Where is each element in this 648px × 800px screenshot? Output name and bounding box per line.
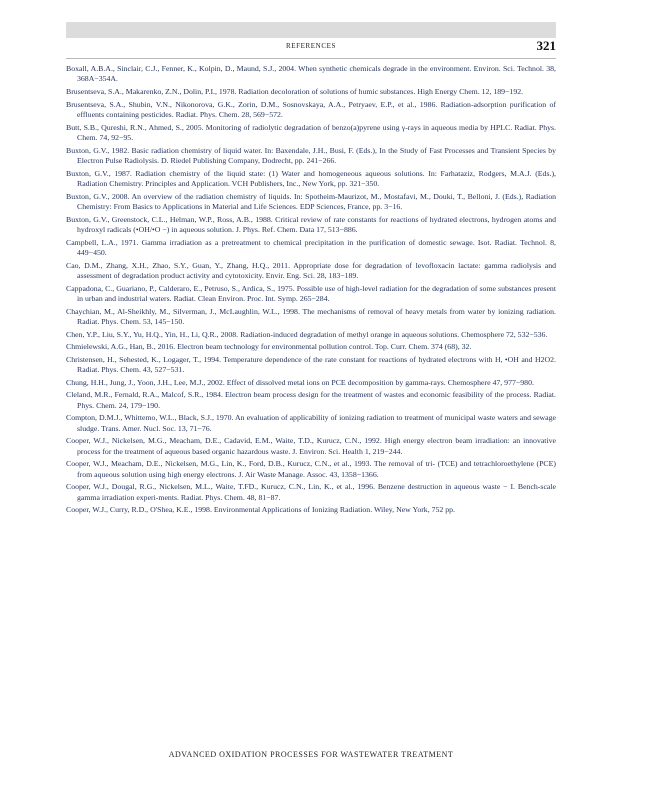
reference-item: Christensen, H., Sehested, K., Logager, T., 1994. Temperature dependence of the rate constant for reactions of hydrated electrons with H, •OH and H2O2. Radiat. Phys. Chem. 43, 527−531. bbox=[66, 354, 556, 375]
reference-item: Cleland, M.R., Fernald, R.A., Malcof, S.R., 1984. Electron beam process design for the treatment of wastes and economic feasibility of the process. Radiat. Phys. Chem. 24, 179−190. bbox=[66, 390, 556, 410]
footer-title: ADVANCED OXIDATION PROCESSES FOR WASTEWATER TREATMENT bbox=[168, 750, 454, 759]
reference-item: Brusentseva, S.A., Shubin, V.N., Nikonorova, G.K., Zorin, D.M., Sosnovskaya, A.A., Petryaev, E.P., et al., 1986. Radiation-adsorption purification of effluents containing pesticides. Radiat. Phys. Chem. 28, 569−572. bbox=[66, 99, 556, 119]
reference-item: Boxall, A.B.A., Sinclair, C.J., Fenner, K., Kolpin, D., Maund, S.J., 2004. When synthetic chemicals degrade in the environment. Environ. Sci. Technol. 38, 368A−354A. bbox=[66, 64, 556, 84]
reference-item: Cooper, W.J., Dougal, R.G., Nickelsen, M.L., Waite, T.FD., Kurucz, C.N., Lin, K., et al., 1996. Benzene destruction in aqueous waste − I. Bench-scale gamma irradiation experi-ments. Radiat. Phys. Chem. 48, 81−87. bbox=[66, 482, 556, 502]
header-title: REFERENCES bbox=[286, 42, 336, 50]
reference-item: Chen, Y.P., Liu, S.Y., Yu, H.Q., Yin, H., Li, Q.R., 2008. Radiation-induced degradation of methyl orange in aqueous solutions. Chemosphere 72, 532−536. bbox=[66, 329, 548, 339]
page-number: 321 bbox=[536, 38, 556, 53]
reference-list bbox=[66, 64, 556, 518]
reference-item: Cooper, W.J., Curry, R.D., O'Shea, K.E., 1998. Environmental Applications of Ionizing Radiation. Wiley, New York, 752 pp. bbox=[66, 505, 455, 515]
reference-item: Chaychian, M., Al-Sheikhly, M., Silverman, J., McLaughlin, W.L., 1998. The mechanisms of removal of heavy metals from water by ionizing radiation. Radiat. Phys. Chem. 53, 145−150. bbox=[66, 306, 556, 326]
reference-item: Campbell, L.A., 1971. Gamma irradiation as a pretreatment to chemical precipitation in the purification of domestic sewage. Isot. Radiat. Technol. 8, 449−450. bbox=[66, 237, 556, 257]
reference-item: Cappadona, C., Guariano, P., Calderaro, E., Petruso, S., Ardica, S., 1975. Possible use of high-level radiation for the degradation of some substances present in urban and industrial waters. Radiat. Clean Environ. Proc. Int. Symp. 265−284. bbox=[66, 283, 556, 303]
reference-item: Cooper, W.J., Nickelsen, M.G., Meacham, D.E., Cadavid, E.M., Waite, T.D., Kurucz, C.N., 1992. High energy electron beam irradiation: an innovative process for the treatment of aqueous based organic hazardous waste. J. Environ. Sci. Health 1, 219−244. bbox=[66, 436, 556, 456]
reference-item: Butt, S.B., Qureshi, R.N., Ahmed, S., 2005. Monitoring of radiolytic degradation of benzo(a)pyrene using γ-rays in aqueous media by HPLC. Radiat. Phys. Chem. 74, 92−95. bbox=[66, 122, 556, 142]
reference-item: Buxton, G.V., 1982. Basic radiation chemistry of liquid water. In: Baxendale, J.H., Busi, F. (Eds.), In the Study of Fast Processes and Transient Species by Electron Pulse Radiolysis. D. Riedel Publishing Company, Dodrecht, pp. 241−266. bbox=[66, 145, 556, 165]
header-bar bbox=[66, 22, 556, 38]
reference-item: Buxton, G.V., Greenstock, C.L., Helman, W.P., Ross, A.B., 1988. Critical review of rate constants for reactions of hydrated electrons, hydrogen atoms and hydroxyl radicals (•OH/•O −) in aqueous solution. J. Phys. Ref. Chem. Data 17, 513−886. bbox=[66, 214, 556, 234]
reference-item: Chung, H.H., Jung, J., Yoon, J.H., Lee, M.J., 2002. Effect of dissolved metal ions on PCE decomposition by gamma-rays. Chemosphere 47, 977−980. bbox=[66, 377, 534, 387]
reference-item: Compton, D.M.J., Whittemo, W.L., Black, S.J., 1970. An evaluation of applicability of ionizing radiation to treatment of municipal waste waters and sewage sludge. Trans. Amer. Nucl. Soc. 13, 71−76. bbox=[66, 413, 556, 433]
reference-item: Brusentseva, S.A., Makarenko, Z.N., Dolin, P.I., 1978. Radiation decoloration of solutions of humic substances. High Energy Chem. 12, 189−192. bbox=[66, 87, 524, 96]
reference-item: Cooper, W.J., Meacham, D.E., Nickelsen, M.G., Lin, K., Ford, D.B., Kurucz, C.N., et al., 1993. The removal of tri- (TCE) and tetrachloroethylene (PCE) from aqueous solution using high energy electrons. J. Air Waste Manage. Assoc. 43, 1358−1366. bbox=[66, 459, 556, 479]
reference-item: Buxton, G.V., 1987. Radiation chemistry of the liquid state: (1) Water and homogeneous aqueous solutions. In: Farhataziz, Rodgers, M.A.J. (Eds.), Radiation Chemistry. Principles and Application. VCH Publishers, Inc., New York, pp. 321−350. bbox=[66, 168, 556, 188]
reference-item: Buxton, G.V., 2008. An overview of the radiation chemistry of liquids. In: Spotheim-Maurizot, M., Mostafavi, M., Douki, T., Belloni, J. (Eds.), Radiation Chemistry: From Basics to Applications in Material and Life Sciences. EDP Sciences, France, pp. 3−16. bbox=[66, 191, 556, 211]
reference-item: Cao, D.M., Zhang, X.H., Zhao, S.Y., Guan, Y., Zhang, H.Q., 2011. Appropriate dose for degradation of levofloxacin lactate: gamma radiolysis and assessment of degradation product activity and cytotoxicity. Envir. Eng. Sci. 28, 183−189. bbox=[66, 260, 556, 280]
running-header bbox=[66, 38, 556, 59]
reference-item: Chmielewski, A.G., Han, B., 2016. Electron beam technology for environmental pollution control. Top. Curr. Chem. 374 (68), 32. bbox=[66, 342, 472, 352]
